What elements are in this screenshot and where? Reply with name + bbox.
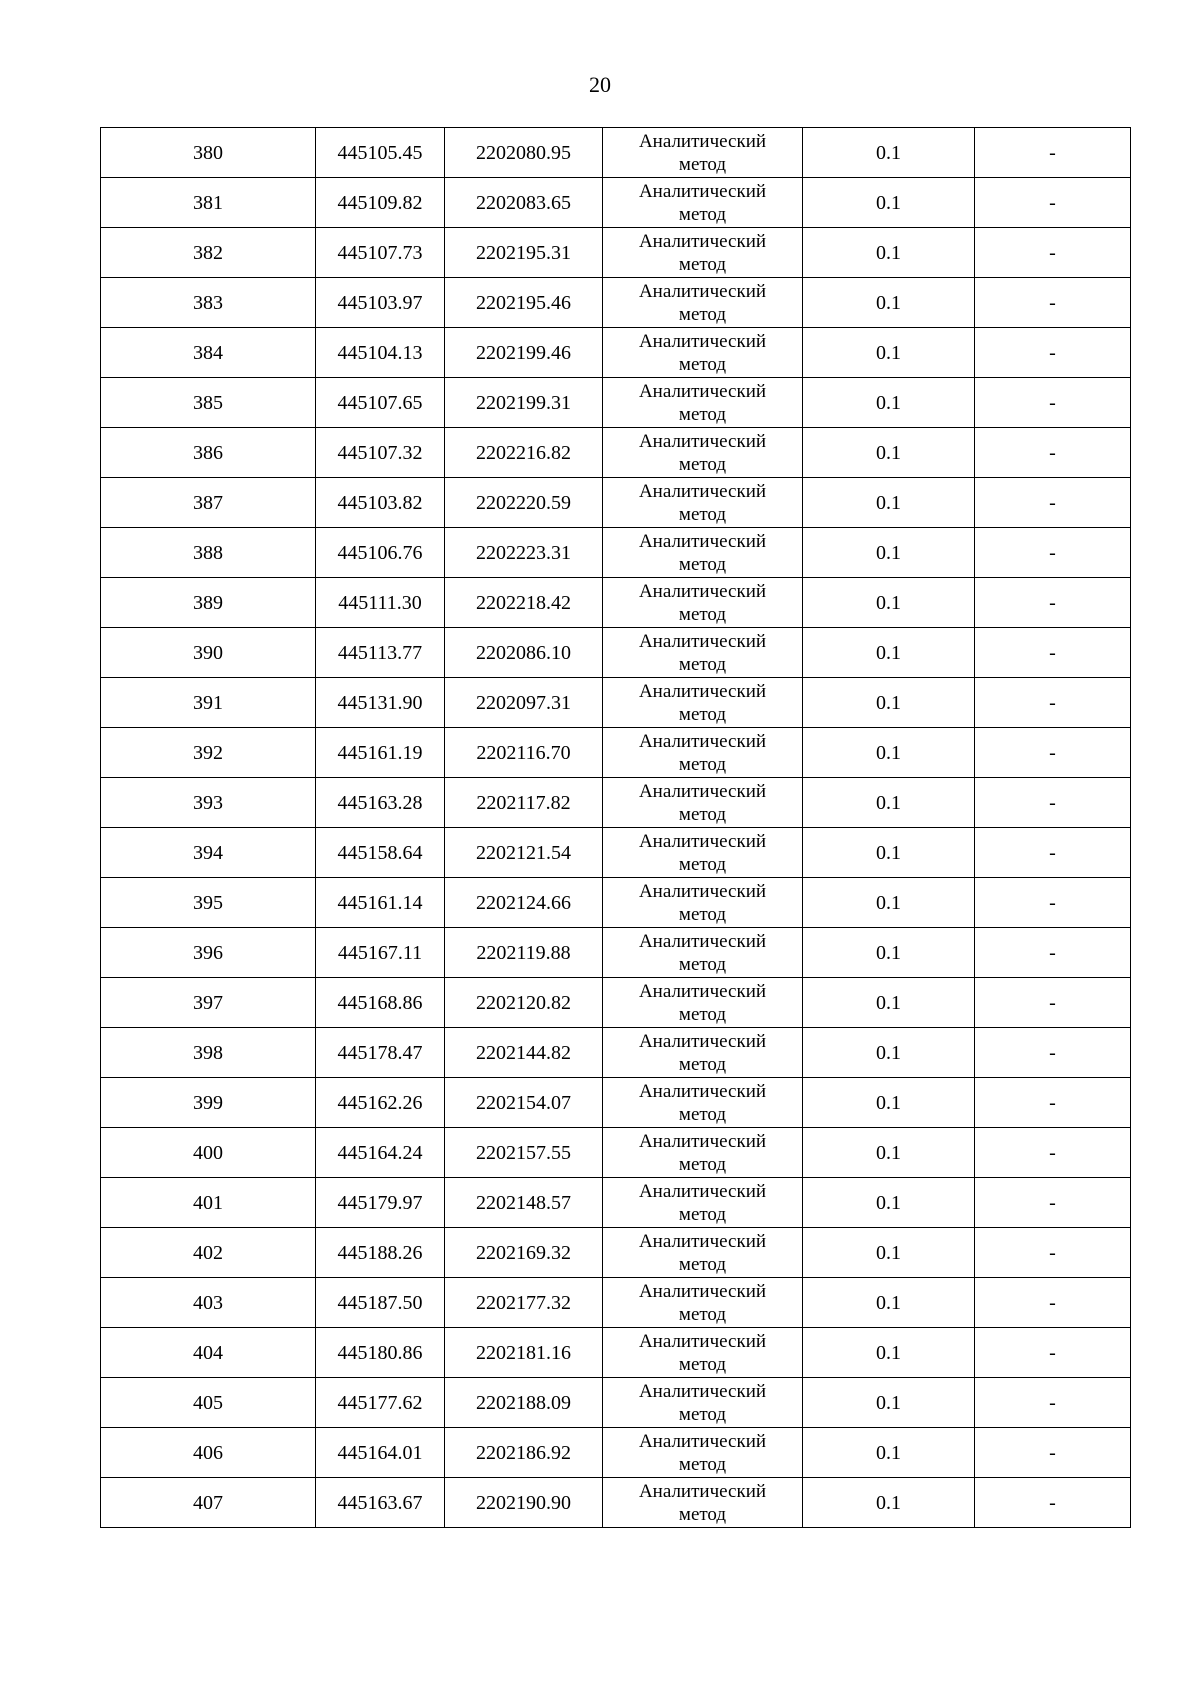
method-text-line: метод [678, 1453, 727, 1475]
method-text-line: Аналитический [638, 730, 767, 752]
method-cell [603, 428, 803, 478]
method-text-line: метод [678, 303, 727, 325]
y-coordinate-cell: 2202086.10 [445, 628, 603, 678]
method-text-line: Аналитический [638, 380, 767, 402]
x-coordinate-cell: 445162.26 [316, 1078, 445, 1128]
x-coordinate-cell: 445178.47 [316, 1028, 445, 1078]
note-cell: - [975, 828, 1131, 878]
table-row [101, 828, 1131, 878]
x-coordinate-cell: 445107.65 [316, 378, 445, 428]
method-cell [603, 678, 803, 728]
method-cell [603, 528, 803, 578]
method-text-line: метод [678, 1403, 727, 1425]
note-cell: - [975, 1078, 1131, 1128]
x-coordinate-cell: 445163.67 [316, 1478, 445, 1528]
method-cell [603, 1128, 803, 1178]
method-text-line: Аналитический [638, 230, 767, 252]
table-row [101, 928, 1131, 978]
method-text-line: метод [678, 703, 727, 725]
accuracy-cell: 0.1 [803, 1178, 975, 1228]
point-number-cell: 384 [101, 328, 316, 378]
y-coordinate-cell: 2202199.31 [445, 378, 603, 428]
method-text-line: Аналитический [638, 580, 767, 602]
point-number-cell: 386 [101, 428, 316, 478]
accuracy-cell: 0.1 [803, 1228, 975, 1278]
method-cell [603, 478, 803, 528]
method-cell [603, 1328, 803, 1378]
method-text-line: Аналитический [638, 1030, 767, 1052]
note-cell: - [975, 628, 1131, 678]
method-text-line: метод [678, 803, 727, 825]
accuracy-cell: 0.1 [803, 1328, 975, 1378]
x-coordinate-cell: 445105.45 [316, 128, 445, 178]
x-coordinate-cell: 445107.73 [316, 228, 445, 278]
method-cell [603, 328, 803, 378]
point-number-cell: 405 [101, 1378, 316, 1428]
method-cell [603, 928, 803, 978]
method-text-line: метод [678, 253, 727, 275]
point-number-cell: 380 [101, 128, 316, 178]
x-coordinate-cell: 445164.01 [316, 1428, 445, 1478]
note-cell: - [975, 278, 1131, 328]
method-cell [603, 778, 803, 828]
x-coordinate-cell: 445163.28 [316, 778, 445, 828]
point-number-cell: 403 [101, 1278, 316, 1328]
point-number-cell: 388 [101, 528, 316, 578]
note-cell: - [975, 878, 1131, 928]
accuracy-cell: 0.1 [803, 1078, 975, 1128]
point-number-cell: 385 [101, 378, 316, 428]
method-text-line: метод [678, 1053, 727, 1075]
accuracy-cell: 0.1 [803, 1278, 975, 1328]
method-text-line: Аналитический [638, 130, 767, 152]
point-number-cell: 397 [101, 978, 316, 1028]
y-coordinate-cell: 2202199.46 [445, 328, 603, 378]
method-text-line: Аналитический [638, 830, 767, 852]
method-text-line: метод [678, 953, 727, 975]
point-number-cell: 399 [101, 1078, 316, 1128]
table-row [101, 1028, 1131, 1078]
method-text-line: метод [678, 153, 727, 175]
method-text-line: Аналитический [638, 1180, 767, 1202]
method-text-line: метод [678, 1353, 727, 1375]
method-cell [603, 1378, 803, 1428]
table-row [101, 178, 1131, 228]
method-text-line: Аналитический [638, 1430, 767, 1452]
method-text-line: Аналитический [638, 480, 767, 502]
method-cell [603, 628, 803, 678]
accuracy-cell: 0.1 [803, 1428, 975, 1478]
y-coordinate-cell: 2202080.95 [445, 128, 603, 178]
y-coordinate-cell: 2202157.55 [445, 1128, 603, 1178]
table-row [101, 128, 1131, 178]
table-row [101, 1278, 1131, 1328]
note-cell: - [975, 1228, 1131, 1278]
table-row [101, 278, 1131, 328]
x-coordinate-cell: 445103.97 [316, 278, 445, 328]
method-cell [603, 828, 803, 878]
method-text-line: метод [678, 503, 727, 525]
x-coordinate-cell: 445113.77 [316, 628, 445, 678]
table-row [101, 228, 1131, 278]
table-row [101, 578, 1131, 628]
point-number-cell: 398 [101, 1028, 316, 1078]
point-number-cell: 396 [101, 928, 316, 978]
x-coordinate-cell: 445131.90 [316, 678, 445, 728]
note-cell: - [975, 978, 1131, 1028]
accuracy-cell: 0.1 [803, 428, 975, 478]
note-cell: - [975, 328, 1131, 378]
method-text-line: метод [678, 1203, 727, 1225]
accuracy-cell: 0.1 [803, 1028, 975, 1078]
point-number-cell: 407 [101, 1478, 316, 1528]
note-cell: - [975, 728, 1131, 778]
method-text-line: метод [678, 603, 727, 625]
point-number-cell: 400 [101, 1128, 316, 1178]
accuracy-cell: 0.1 [803, 978, 975, 1028]
y-coordinate-cell: 2202097.31 [445, 678, 603, 728]
method-cell [603, 578, 803, 628]
table-row [101, 778, 1131, 828]
coordinates-table [100, 127, 1131, 1528]
table-row [101, 1478, 1131, 1528]
x-coordinate-cell: 445107.32 [316, 428, 445, 478]
table-row [101, 1378, 1131, 1428]
note-cell: - [975, 578, 1131, 628]
y-coordinate-cell: 2202177.32 [445, 1278, 603, 1328]
point-number-cell: 392 [101, 728, 316, 778]
x-coordinate-cell: 445161.14 [316, 878, 445, 928]
x-coordinate-cell: 445168.86 [316, 978, 445, 1028]
accuracy-cell: 0.1 [803, 628, 975, 678]
method-text-line: Аналитический [638, 630, 767, 652]
table-row [101, 378, 1131, 428]
y-coordinate-cell: 2202120.82 [445, 978, 603, 1028]
accuracy-cell: 0.1 [803, 728, 975, 778]
note-cell: - [975, 228, 1131, 278]
table-row [101, 1078, 1131, 1128]
y-coordinate-cell: 2202124.66 [445, 878, 603, 928]
accuracy-cell: 0.1 [803, 378, 975, 428]
x-coordinate-cell: 445103.82 [316, 478, 445, 528]
method-cell [603, 1228, 803, 1278]
y-coordinate-cell: 2202218.42 [445, 578, 603, 628]
accuracy-cell: 0.1 [803, 828, 975, 878]
note-cell: - [975, 1028, 1131, 1078]
point-number-cell: 387 [101, 478, 316, 528]
point-number-cell: 393 [101, 778, 316, 828]
note-cell: - [975, 528, 1131, 578]
method-text-line: метод [678, 1103, 727, 1125]
note-cell: - [975, 1478, 1131, 1528]
method-text-line: Аналитический [638, 1280, 767, 1302]
method-cell [603, 728, 803, 778]
point-number-cell: 402 [101, 1228, 316, 1278]
method-text-line: Аналитический [638, 530, 767, 552]
page-number: 20 [589, 72, 611, 97]
method-text-line: метод [678, 1503, 727, 1525]
point-number-cell: 406 [101, 1428, 316, 1478]
note-cell: - [975, 1378, 1131, 1428]
y-coordinate-cell: 2202195.46 [445, 278, 603, 328]
method-cell [603, 878, 803, 928]
accuracy-cell: 0.1 [803, 1378, 975, 1428]
table-row [101, 1128, 1131, 1178]
note-cell: - [975, 1278, 1131, 1328]
note-cell: - [975, 928, 1131, 978]
y-coordinate-cell: 2202116.70 [445, 728, 603, 778]
method-text-line: метод [678, 203, 727, 225]
method-text-line: Аналитический [638, 780, 767, 802]
note-cell: - [975, 428, 1131, 478]
method-cell [603, 278, 803, 328]
table-row [101, 328, 1131, 378]
method-text-line: Аналитический [638, 430, 767, 452]
method-text-line: Аналитический [638, 1380, 767, 1402]
point-number-cell: 389 [101, 578, 316, 628]
note-cell: - [975, 128, 1131, 178]
accuracy-cell: 0.1 [803, 128, 975, 178]
method-text-line: Аналитический [638, 980, 767, 1002]
point-number-cell: 381 [101, 178, 316, 228]
method-text-line: метод [678, 553, 727, 575]
method-text-line: метод [678, 753, 727, 775]
y-coordinate-cell: 2202121.54 [445, 828, 603, 878]
x-coordinate-cell: 445106.76 [316, 528, 445, 578]
x-coordinate-cell: 445187.50 [316, 1278, 445, 1328]
method-text-line: Аналитический [638, 1480, 767, 1502]
x-coordinate-cell: 445111.30 [316, 578, 445, 628]
x-coordinate-cell: 445158.64 [316, 828, 445, 878]
method-cell [603, 1478, 803, 1528]
table-row [101, 678, 1131, 728]
table-row [101, 528, 1131, 578]
x-coordinate-cell: 445109.82 [316, 178, 445, 228]
accuracy-cell: 0.1 [803, 328, 975, 378]
x-coordinate-cell: 445177.62 [316, 1378, 445, 1428]
point-number-cell: 383 [101, 278, 316, 328]
y-coordinate-cell: 2202190.90 [445, 1478, 603, 1528]
note-cell: - [975, 1328, 1131, 1378]
point-number-cell: 390 [101, 628, 316, 678]
note-cell: - [975, 1128, 1131, 1178]
y-coordinate-cell: 2202195.31 [445, 228, 603, 278]
method-text-line: метод [678, 853, 727, 875]
method-text-line: Аналитический [638, 330, 767, 352]
x-coordinate-cell: 445180.86 [316, 1328, 445, 1378]
table-row [101, 1328, 1131, 1378]
table-row [101, 1178, 1131, 1228]
method-text-line: Аналитический [638, 1130, 767, 1152]
accuracy-cell: 0.1 [803, 1128, 975, 1178]
table-row [101, 428, 1131, 478]
x-coordinate-cell: 445164.24 [316, 1128, 445, 1178]
method-cell [603, 128, 803, 178]
accuracy-cell: 0.1 [803, 278, 975, 328]
y-coordinate-cell: 2202220.59 [445, 478, 603, 528]
accuracy-cell: 0.1 [803, 478, 975, 528]
y-coordinate-cell: 2202181.16 [445, 1328, 603, 1378]
x-coordinate-cell: 445179.97 [316, 1178, 445, 1228]
method-cell [603, 378, 803, 428]
method-text-line: Аналитический [638, 1330, 767, 1352]
y-coordinate-cell: 2202188.09 [445, 1378, 603, 1428]
table-row [101, 878, 1131, 928]
x-coordinate-cell: 445188.26 [316, 1228, 445, 1278]
note-cell: - [975, 1428, 1131, 1478]
table-row [101, 1428, 1131, 1478]
x-coordinate-cell: 445104.13 [316, 328, 445, 378]
y-coordinate-cell: 2202119.88 [445, 928, 603, 978]
accuracy-cell: 0.1 [803, 878, 975, 928]
accuracy-cell: 0.1 [803, 528, 975, 578]
method-text-line: Аналитический [638, 880, 767, 902]
table-row [101, 478, 1131, 528]
accuracy-cell: 0.1 [803, 778, 975, 828]
table-row [101, 728, 1131, 778]
accuracy-cell: 0.1 [803, 228, 975, 278]
x-coordinate-cell: 445167.11 [316, 928, 445, 978]
note-cell: - [975, 378, 1131, 428]
method-text-line: метод [678, 1253, 727, 1275]
method-text-line: метод [678, 1003, 727, 1025]
note-cell: - [975, 178, 1131, 228]
method-text-line: метод [678, 653, 727, 675]
table-body [101, 128, 1131, 1528]
method-cell [603, 1178, 803, 1228]
method-text-line: Аналитический [638, 930, 767, 952]
method-text-line: Аналитический [638, 1080, 767, 1102]
method-cell [603, 178, 803, 228]
method-cell [603, 228, 803, 278]
note-cell: - [975, 478, 1131, 528]
y-coordinate-cell: 2202154.07 [445, 1078, 603, 1128]
note-cell: - [975, 678, 1131, 728]
y-coordinate-cell: 2202169.32 [445, 1228, 603, 1278]
accuracy-cell: 0.1 [803, 678, 975, 728]
method-cell [603, 1428, 803, 1478]
method-text-line: метод [678, 403, 727, 425]
method-text-line: метод [678, 1303, 727, 1325]
y-coordinate-cell: 2202186.92 [445, 1428, 603, 1478]
note-cell: - [975, 778, 1131, 828]
point-number-cell: 391 [101, 678, 316, 728]
method-text-line: метод [678, 453, 727, 475]
y-coordinate-cell: 2202148.57 [445, 1178, 603, 1228]
method-cell [603, 1078, 803, 1128]
method-text-line: Аналитический [638, 180, 767, 202]
point-number-cell: 394 [101, 828, 316, 878]
x-coordinate-cell: 445161.19 [316, 728, 445, 778]
y-coordinate-cell: 2202216.82 [445, 428, 603, 478]
method-text-line: метод [678, 1153, 727, 1175]
method-cell [603, 978, 803, 1028]
accuracy-cell: 0.1 [803, 928, 975, 978]
y-coordinate-cell: 2202083.65 [445, 178, 603, 228]
method-cell [603, 1278, 803, 1328]
method-text-line: Аналитический [638, 680, 767, 702]
method-text-line: Аналитический [638, 1230, 767, 1252]
table-row [101, 628, 1131, 678]
accuracy-cell: 0.1 [803, 578, 975, 628]
table-row [101, 978, 1131, 1028]
y-coordinate-cell: 2202117.82 [445, 778, 603, 828]
point-number-cell: 382 [101, 228, 316, 278]
method-text-line: метод [678, 353, 727, 375]
method-cell [603, 1028, 803, 1078]
accuracy-cell: 0.1 [803, 178, 975, 228]
method-text-line: Аналитический [638, 280, 767, 302]
point-number-cell: 401 [101, 1178, 316, 1228]
note-cell: - [975, 1178, 1131, 1228]
accuracy-cell: 0.1 [803, 1478, 975, 1528]
point-number-cell: 404 [101, 1328, 316, 1378]
y-coordinate-cell: 2202223.31 [445, 528, 603, 578]
table-row [101, 1228, 1131, 1278]
point-number-cell: 395 [101, 878, 316, 928]
y-coordinate-cell: 2202144.82 [445, 1028, 603, 1078]
method-text-line: метод [678, 903, 727, 925]
